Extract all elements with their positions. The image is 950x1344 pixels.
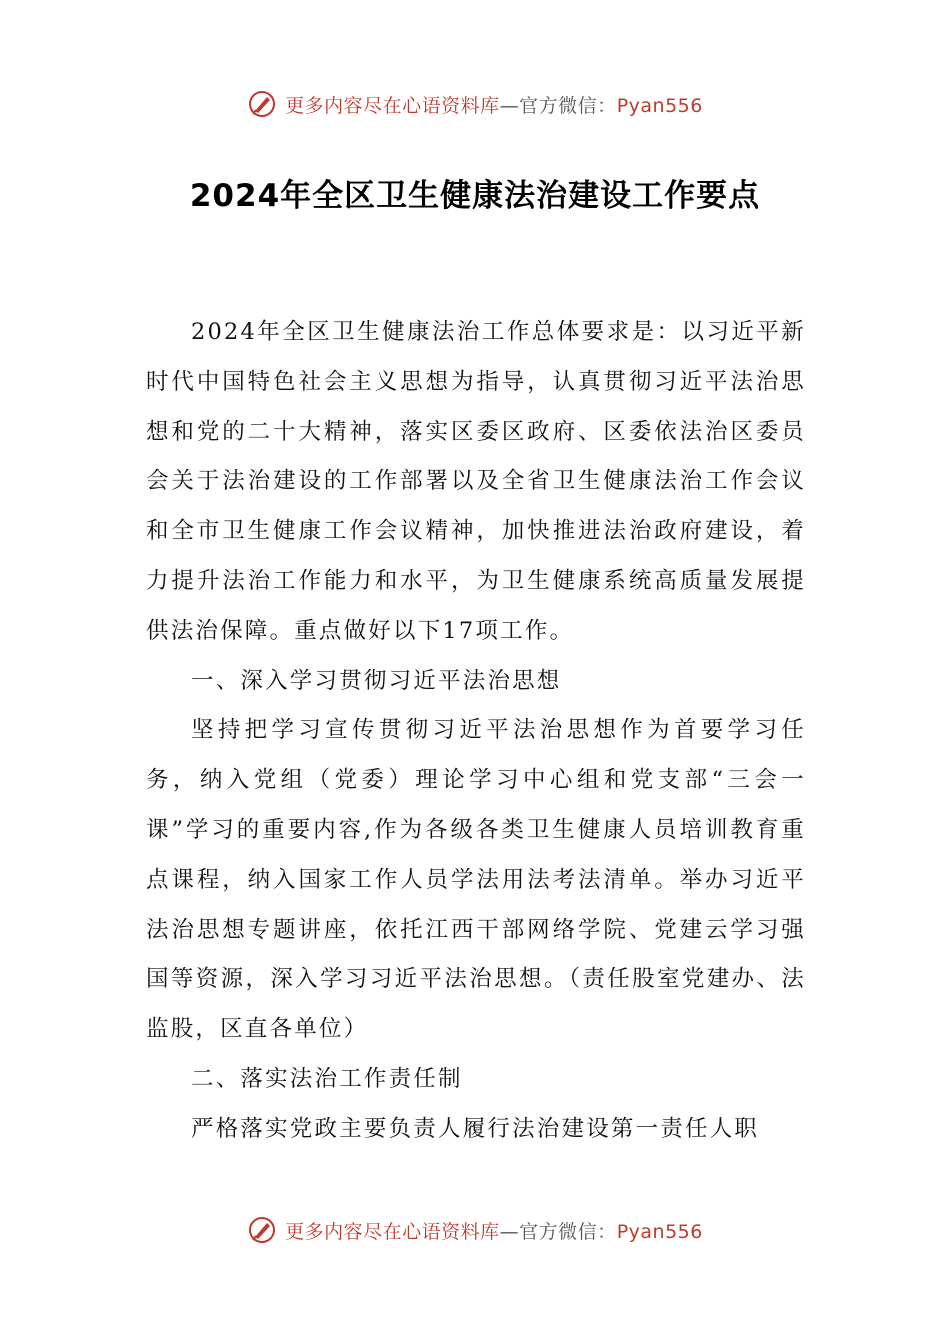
watermark-text [285, 1217, 703, 1244]
watermark-main: 更多内容尽在心语资料库 [285, 1220, 500, 1243]
footer-watermark [0, 1210, 950, 1250]
document-title: 2024年全区卫生健康法治建设工作要点 [189, 178, 761, 214]
watermark-wechat-id: Pyan556 [616, 1220, 703, 1243]
document-body [146, 308, 806, 1155]
paragraph-intro: 2024年全区卫生健康法治工作总体要求是：以习近平新时代中国特色社会主义思想为指导，认真贯彻习近平法治思想和党的二十大精神，落实区委区政府、区委依法治区委员会关于法治建设的工作部署以及全省卫生健康法治工作会议和全市卫生健康工作会议精神，加快推进法治政府建设，着力提升法治工作能力和水平，为卫生健康系统高质量发展提供法治保障。重点做好以下17项工作。 [146, 319, 806, 644]
header-watermark [0, 84, 950, 124]
quill-pen-logo-icon [247, 1215, 277, 1245]
watermark-separator: —官方微信： [499, 94, 617, 117]
paragraph-section-2: 严格落实党政主要负责人履行法治建设第一责任人职 [191, 1115, 760, 1142]
watermark-wechat-id: Pyan556 [616, 94, 703, 117]
section-heading-1: 一、深入学习贯彻习近平法治思想 [191, 667, 562, 694]
watermark-main: 更多内容尽在心语资料库 [285, 94, 500, 117]
section-heading-2: 二、落实法治工作责任制 [191, 1065, 463, 1092]
watermark-separator: —官方微信： [499, 1220, 617, 1243]
watermark-text [285, 91, 703, 118]
quill-pen-logo-icon [247, 89, 277, 119]
paragraph-section-1: 坚持把学习宣传贯彻习近平法治思想作为首要学习任务，纳入党组（党委）理论学习中心组和党支部“三会一课”学习的重要内容,作为各级各类卫生健康人员培训教育重点课程，纳入国家工作人员学法用法考法清单。举办习近平法治思想专题讲座，依托江西干部网络学院、党建云学习强国等资源，深入学习习近平法治思想。（责任股室党建办、法监股，区直各单位） [146, 717, 806, 1043]
